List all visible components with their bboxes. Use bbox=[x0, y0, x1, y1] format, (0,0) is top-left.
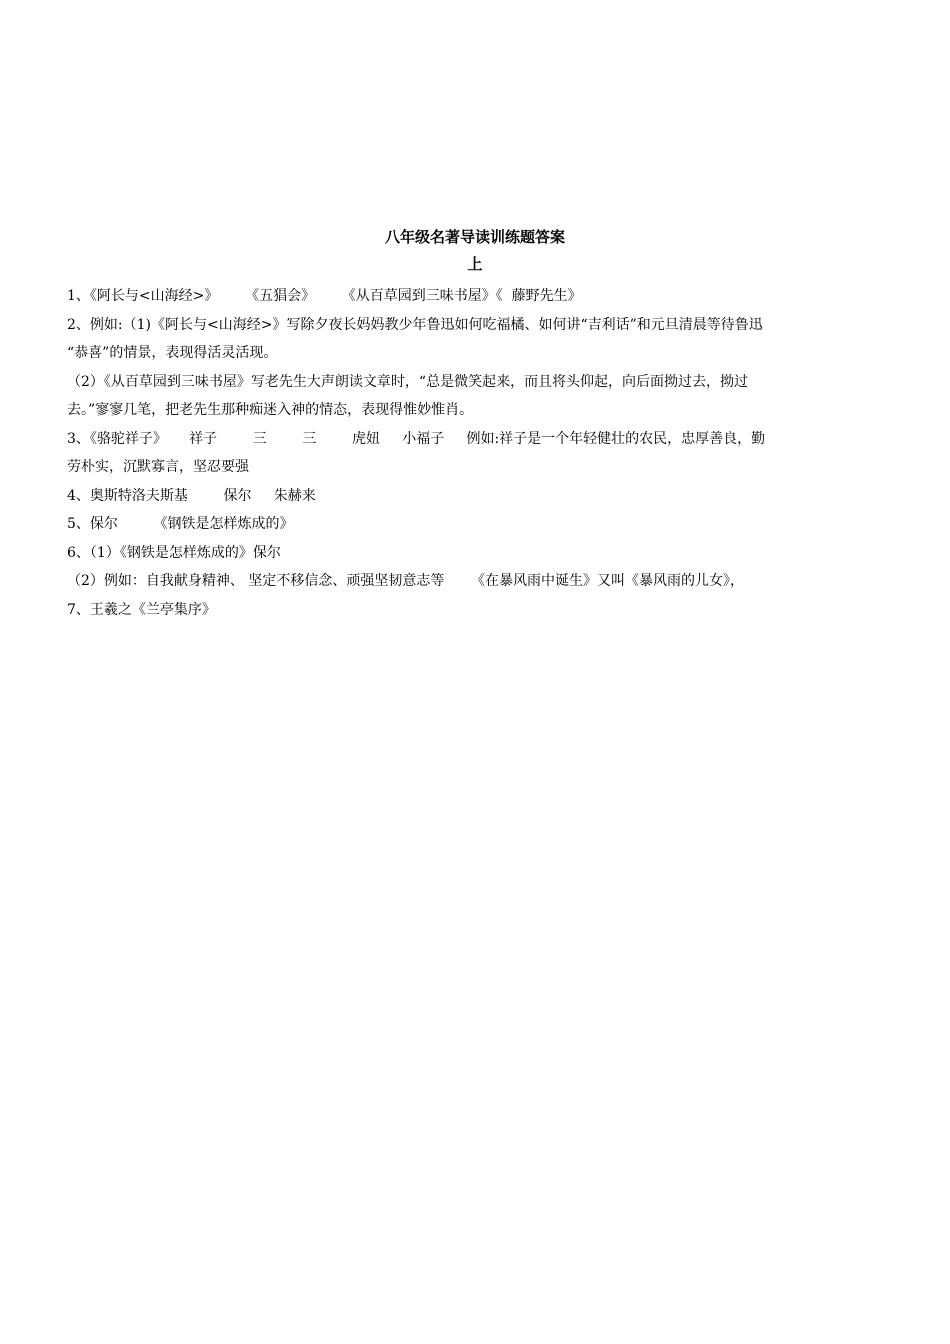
answer-list bbox=[67, 282, 887, 624]
answer-line-4: 4、奥斯特洛夫斯基 保尔 朱赫来 bbox=[67, 487, 316, 504]
answer-line-2: 2、例如:（1)《阿长与<山海经>》写除夕夜长妈妈教少年鲁迅如何吃福橘、如何讲“吉利话”和元旦清晨等待鲁迅 bbox=[67, 316, 763, 333]
answer-line-2-part2-cont: 去。”寥寥几笔，把老先生那种痴迷入神的情态，表现得惟妙惟肖。 bbox=[67, 402, 474, 418]
answer-line-7: 7、王羲之《兰亭集序》 bbox=[67, 601, 216, 618]
answer-line-5: 5、保尔 《钢铁是怎样炼成的》 bbox=[67, 516, 294, 532]
answer-line-2-part2: （2）《从百草园到三味书屋》写老先生大声朗读文章时，“总是微笑起来，而且将头仰起，向后面拗过去，拗过 bbox=[67, 373, 749, 390]
answer-line-6: 6、（1）《钢铁是怎样炼成的》保尔 bbox=[67, 544, 281, 561]
document-title: 八年级名著导读训练题答案 bbox=[384, 228, 565, 246]
answer-line-2-cont: “恭喜”的情景，表现得活灵活现。 bbox=[67, 345, 278, 361]
answer-line-1: 1、《阿长与<山海经>》 《五猖会》 《从百草园到三味书屋》《 藤野先生》 bbox=[67, 288, 582, 304]
answer-line-6-part2: （2）例如：自我献身精神、 坚定不移信念、顽强坚韧意志等 《在暴风雨中诞生》又叫《暴风雨的儿女》， bbox=[67, 573, 745, 589]
answer-line-3-cont: 劳朴实，沉默寡言，坚忍要强 bbox=[67, 459, 249, 475]
document-subtitle: 上 bbox=[467, 255, 483, 273]
answer-line-3: 3、《骆驼祥子》 祥子 三 三 虎妞 小福子 例如:祥子是一个年轻健壮的农民，忠厚善良，勤 bbox=[67, 430, 766, 447]
